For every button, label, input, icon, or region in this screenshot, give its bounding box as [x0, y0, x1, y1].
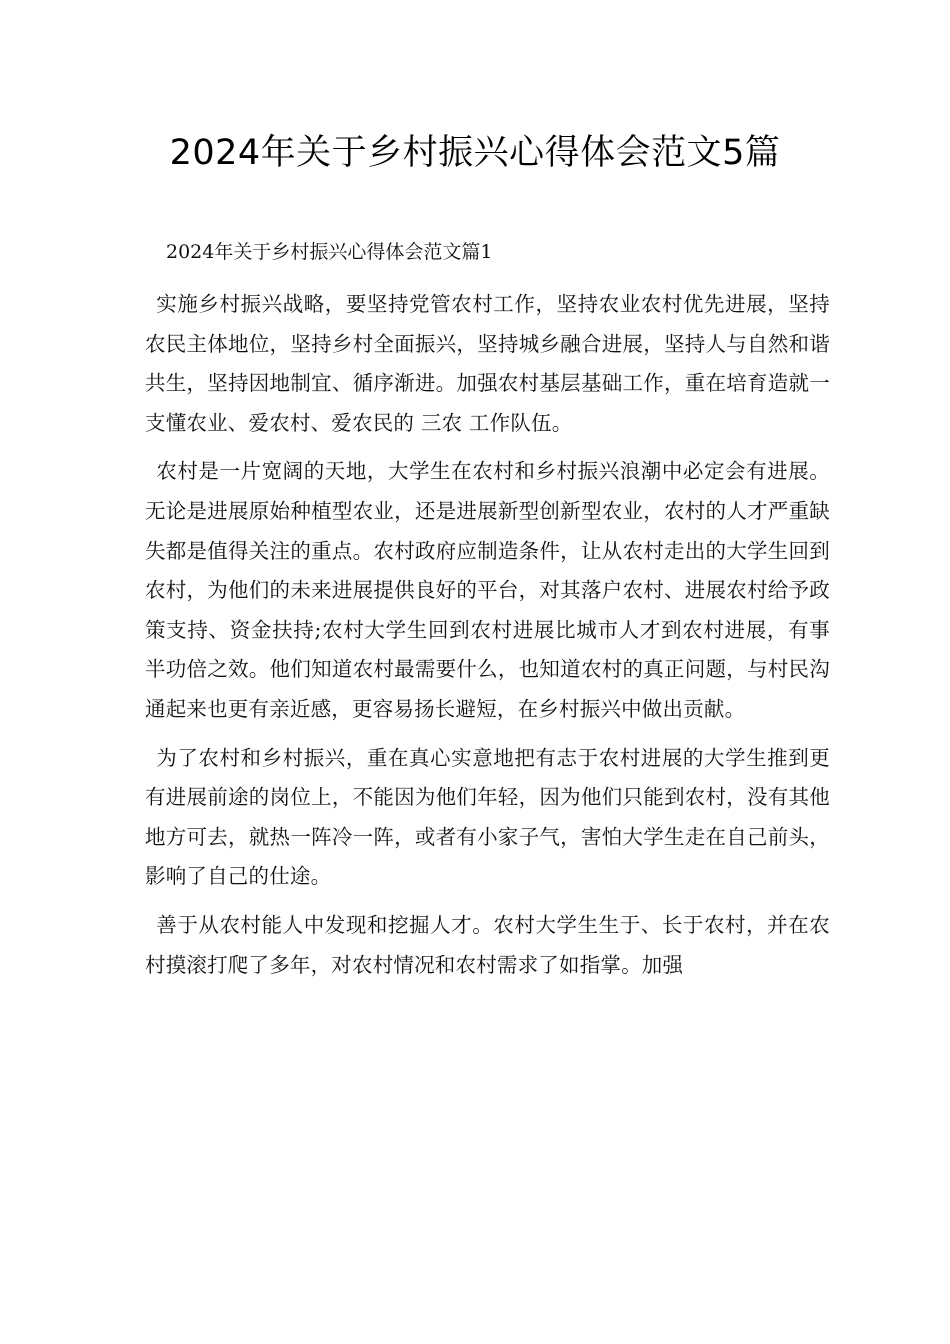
- paragraph: 为了农村和乡村振兴，重在真心实意地把有志于农村进展的大学生推到更有进展前途的岗位上，不能因为他们年轻，因为他们只能到农村，没有其他地方可去，就热一阵冷一阵，或者有小家子气，害怕大学生走在自己前头，影响了自己的仕途。: [145, 745, 830, 889]
- paragraph: 农村是一片宽阔的天地，大学生在农村和乡村振兴浪潮中必定会有进展。无论是进展原始种植型农业，还是进展新型创新型农业，农村的人才严重缺失都是值得关注的重点。农村政府应制造条件，让从农村走出的大学生回到农村，为他们的未来进展提供良好的平台，对其落户农村、进展农村给予政策支持、资金扶持;农村大学生回到农村进展比城市人才到农村进展，有事半功倍之效。他们知道农村最需要什么，也知道农村的真正问题，与村民沟通起来也更有亲近感，更容易扬长避短，在乡村振兴中做出贡献。: [145, 459, 830, 721]
- paragraph: 善于从农村能人中发现和挖掘人才。农村大学生生于、长于农村，并在农村摸滚打爬了多年，对农村情况和农村需求了如指掌。加强: [145, 912, 830, 977]
- section-heading: 2024年关于乡村振兴心得体会范文篇1: [166, 241, 493, 263]
- document-body: [145, 285, 830, 985]
- paragraph: 实施乡村振兴战略，要坚持党管农村工作，坚持农业农村优先进展，坚持农民主体地位，坚持乡村全面振兴，坚持城乡融合进展，坚持人与自然和谐共生，坚持因地制宜、循序渐进。加强农村基层基础工作，重在培育造就一支懂农业、爱农村、爱农民的 三农 工作队伍。: [145, 292, 830, 435]
- document-title: 2024年关于乡村振兴心得体会范文5篇: [169, 133, 781, 173]
